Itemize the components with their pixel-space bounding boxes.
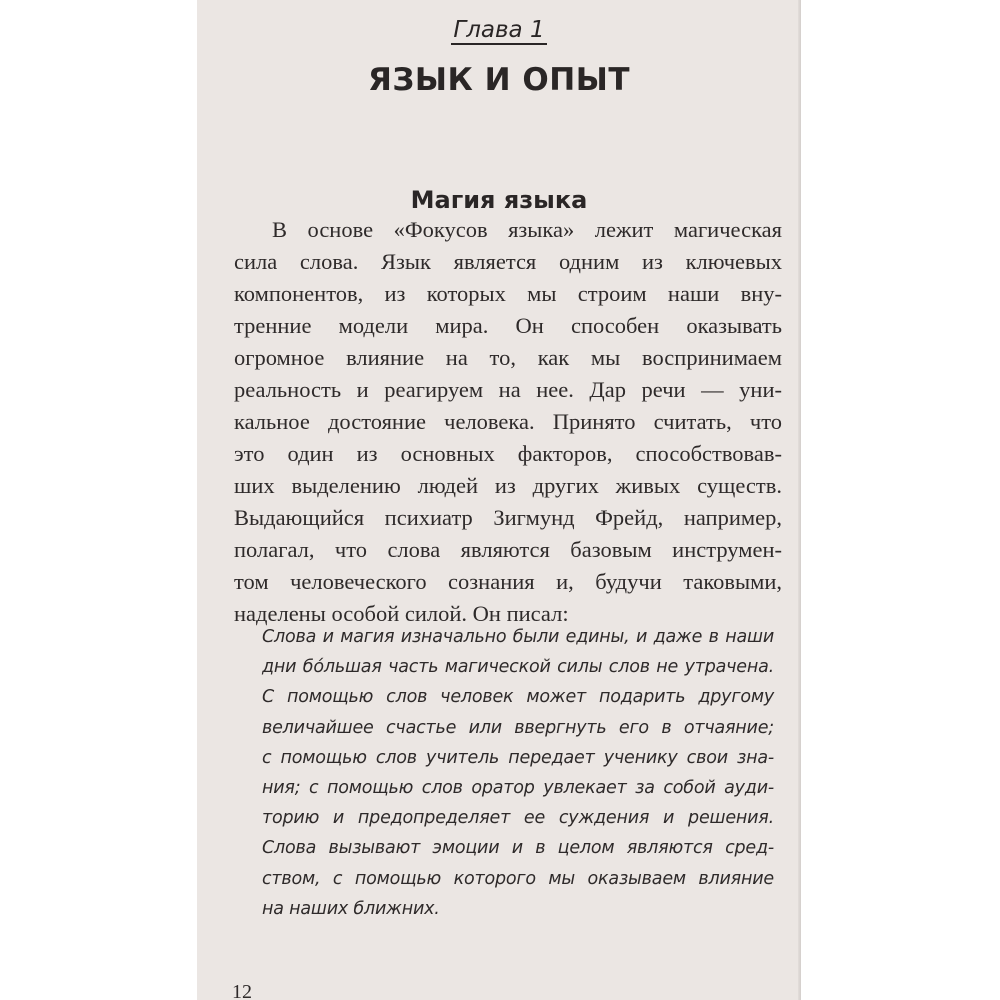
quote-line: ством, с помощью которого мы оказываем влияние (262, 868, 774, 889)
chapter-label-text: Глава 1 (453, 17, 545, 43)
quote-line: ния; с помощью слов оратор увлекает за собой ауди- (262, 777, 774, 798)
body-line: том человеческого сознания и, будучи таковыми, (234, 569, 782, 594)
body-line: наделены особой силой. Он писал: (234, 601, 569, 626)
body-line: реальность и реагируем на нее. Дар речи — уни- (234, 377, 782, 402)
quote-line: с помощью слов учитель передает ученику свои зна- (262, 747, 774, 768)
body-line: компонентов, из которых мы строим наши вну- (234, 281, 782, 306)
page-number: 12 (232, 981, 252, 1000)
quote-line: Слова вызывают эмоции и в целом являются сред- (262, 838, 774, 859)
quote-line: дни бо́льшая часть магической силы слов не утрачена. (262, 657, 774, 678)
chapter-title: ЯЗЫК И ОПЫТ (368, 62, 630, 98)
body-line: В основе «Фокусов языка» лежит магическая (272, 217, 782, 242)
body-line: Выдающийся психиатр Зигмунд Фрейд, например, (234, 505, 782, 530)
book-page (197, 0, 801, 1000)
quote-line: на наших ближних. (262, 898, 440, 919)
body-line: полагал, что слова являются базовым инструмен- (234, 537, 782, 562)
freud-quote (262, 622, 774, 924)
quote-line: величайшее счастье или ввергнуть его в отчаяние; (262, 717, 774, 738)
section-title: Магия языка (410, 186, 588, 214)
body-line: огромное влияние на то, как мы воспринимаем (234, 345, 782, 370)
body-line: это один из основных факторов, способствовав- (234, 441, 782, 466)
body-paragraph (234, 214, 782, 630)
body-line: кальное достояние человека. Принято считать, что (234, 409, 782, 434)
quote-line: торию и предопределяет ее суждения и решения. (262, 808, 774, 829)
body-line: тренние модели мира. Он способен оказывать (234, 313, 782, 338)
quote-line: Слова и магия изначально были едины, и даже в наши (262, 627, 774, 647)
quote-line: С помощью слов человек может подарить другому (262, 687, 774, 708)
chapter-label (197, 15, 801, 45)
body-line: сила слова. Язык является одним из ключевых (234, 249, 782, 274)
body-line: ших выделению людей из других живых существ. (234, 473, 782, 498)
